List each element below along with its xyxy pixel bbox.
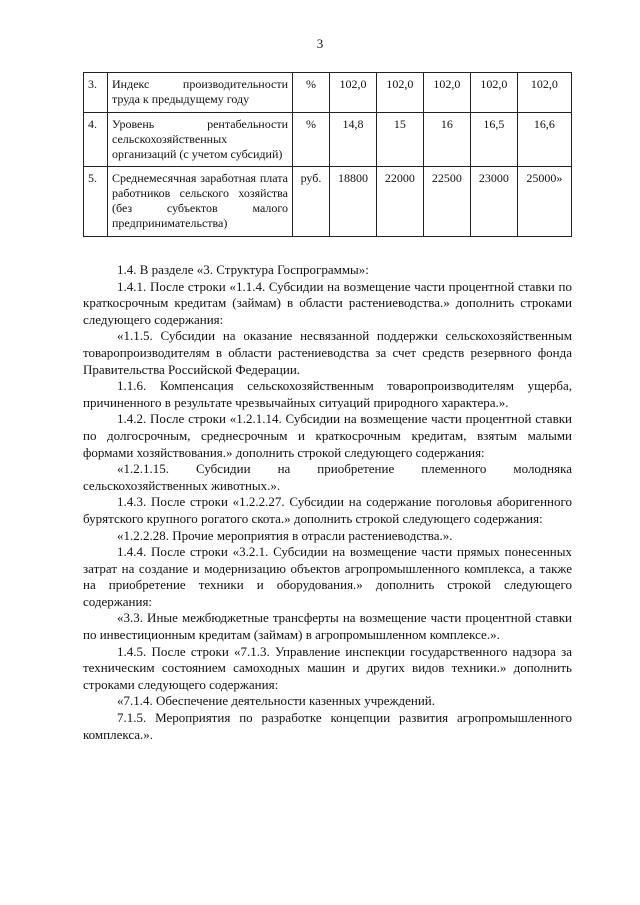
paragraph: «3.3. Иные межбюджетные трансферты на возмещение части процентной ставки по инвестиционным кредитам (займам) в агропромышленном комплексе.». bbox=[83, 610, 572, 643]
row-number: 4. bbox=[84, 113, 108, 167]
paragraph: «1.2.1.15. Субсидии на приобретение племенного молодняка сельскохозяйственных животных.». bbox=[83, 461, 572, 493]
paragraph: «1.1.5. Субсидии на оказание несвязанной поддержки сельскохозяйственным товаропроизводителям в области растениеводства за счет средств резервного фонда Правительства Российской Федерации. bbox=[83, 328, 572, 377]
paragraph: 1.4.2. После строки «1.2.1.14. Субсидии на возмещение части процентной ставки по долгосрочным, среднесрочным и краткосрочным кредитам, взятым малыми формами хозяйствования.» дополнить строкой следующего содержания: bbox=[83, 411, 572, 460]
indicator-value: 102,0 bbox=[376, 73, 423, 113]
indicator-value: 22000 bbox=[376, 167, 423, 237]
indicator-value: 102,0 bbox=[470, 73, 517, 113]
table-row bbox=[84, 113, 572, 167]
paragraph: 1.4.3. После строки «1.2.2.27. Субсидии на содержание поголовья аборигенного бурятского крупного рогатого скота.» дополнить строкой следующего содержания: bbox=[83, 494, 572, 526]
indicator-unit: % bbox=[293, 113, 330, 167]
indicator-value: 25000» bbox=[517, 167, 571, 237]
indicator-value: 22500 bbox=[423, 167, 470, 237]
paragraph: 1.4.1. После строки «1.1.4. Субсидии на возмещение части процентной ставки по краткосрочным кредитам (займам) в области растениеводства.» дополнить строками следующего содержания: bbox=[83, 278, 572, 327]
indicator-value: 18800 bbox=[330, 167, 377, 237]
row-number: 3. bbox=[84, 73, 108, 113]
paragraph: 7.1.5. Мероприятия по разработке концепции развития агропромышленного комплекса.». bbox=[83, 710, 572, 742]
paragraph: 1.4.4. После строки «3.2.1. Субсидии на возмещение части прямых понесенных затрат на создание и модернизацию объектов агропромышленного комплекса, а также на приобретение техники и оборудования.» дополнить строкой следующего содержания: bbox=[83, 544, 572, 609]
indicator-unit: % bbox=[293, 73, 330, 113]
table-row bbox=[84, 167, 572, 237]
indicator-name: Уровень рентабельности сельскохозяйственных организаций (с учетом субсидий) bbox=[108, 113, 293, 167]
indicator-value: 16 bbox=[423, 113, 470, 167]
indicator-name: Среднемесячная заработная плата работников сельского хозяйства (без субъектов малого предпринимательства) bbox=[108, 167, 293, 237]
indicator-value: 102,0 bbox=[330, 73, 377, 113]
paragraph: 1.1.6. Компенсация сельскохозяйственным товаропроизводителям ущерба, причиненного в результате чрезвычайных ситуаций природного характера.». bbox=[83, 378, 572, 410]
indicators-table bbox=[83, 72, 572, 237]
indicator-value: 102,0 bbox=[517, 73, 571, 113]
row-number: 5. bbox=[84, 167, 108, 237]
indicator-value: 23000 bbox=[470, 167, 517, 237]
section-heading: 1.4. В разделе «3. Структура Госпрограммы»: bbox=[117, 262, 369, 277]
paragraph: «1.2.2.28. Прочие мероприятия в отрасли растениеводства.». bbox=[117, 527, 453, 543]
table-row bbox=[84, 73, 572, 113]
indicator-value: 16,6 bbox=[517, 113, 571, 167]
indicator-unit: руб. bbox=[293, 167, 330, 237]
page-number: 3 bbox=[316, 36, 324, 51]
paragraph: 1.4.5. После строки «7.1.3. Управление инспекции государственного надзора за техническим состоянием самоходных машин и других видов техники.» дополнить строками следующего содержания: bbox=[83, 643, 572, 692]
paragraph: «7.1.4. Обеспечение деятельности казенных учреждений. bbox=[117, 693, 435, 709]
indicator-name: Индекс производительности труда к предыдущему году bbox=[108, 73, 293, 113]
document-body bbox=[83, 262, 572, 743]
indicator-value: 14,8 bbox=[330, 113, 377, 167]
indicator-value: 15 bbox=[376, 113, 423, 167]
indicator-value: 16,5 bbox=[470, 113, 517, 167]
indicator-value: 102,0 bbox=[423, 73, 470, 113]
